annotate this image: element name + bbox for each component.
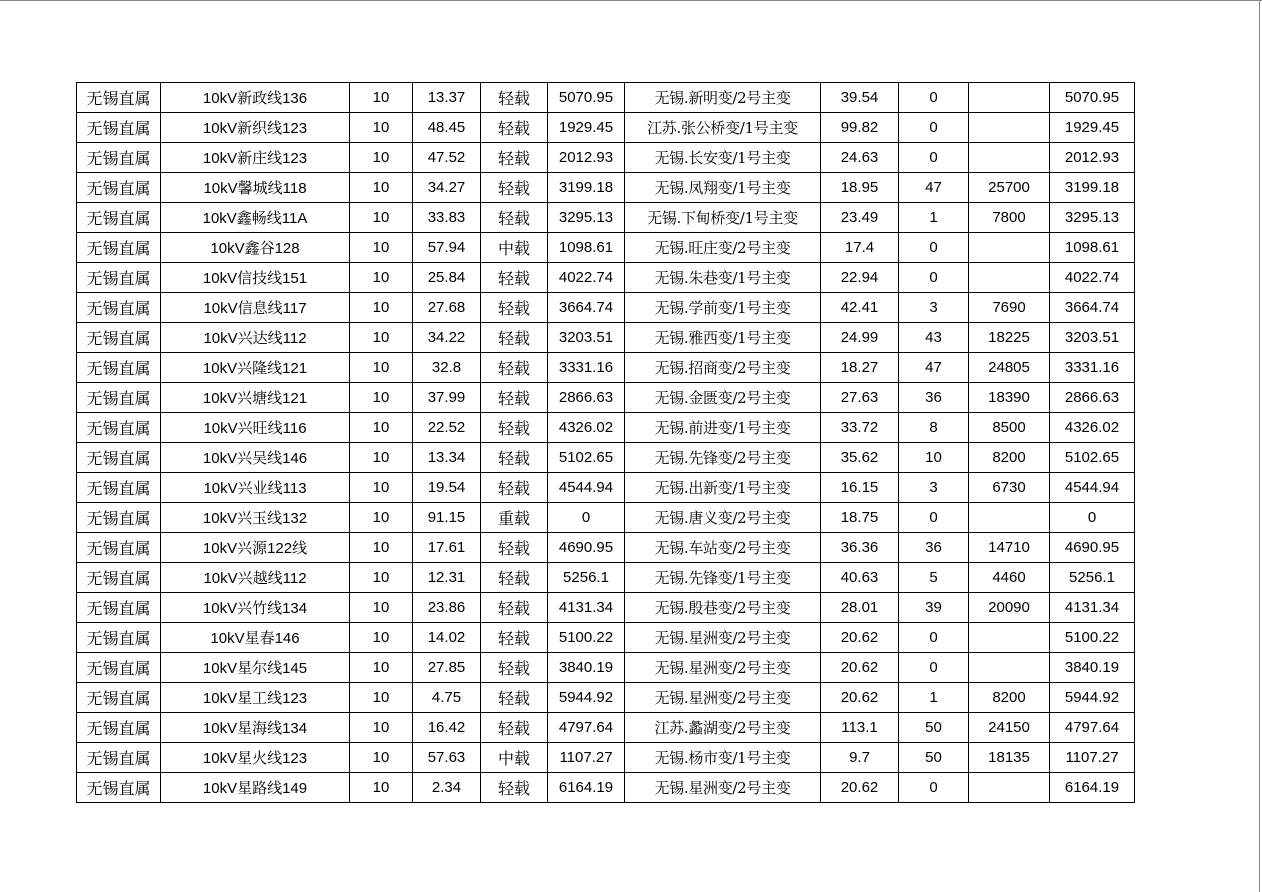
substation-load-cell: 24.99 <box>821 323 899 353</box>
voltage-cell: 10 <box>350 383 413 413</box>
table-row <box>77 173 1135 203</box>
capacity-cell: 20090 <box>969 593 1050 623</box>
load-rate-cell: 48.45 <box>413 113 481 143</box>
capacity-cell <box>969 623 1050 653</box>
line-name-cell: 10kV星火线123 <box>161 743 350 773</box>
remaining-capacity-cell: 3664.74 <box>1050 293 1135 323</box>
remaining-capacity-cell: 1107.27 <box>1050 743 1135 773</box>
remaining-capacity-cell: 5102.65 <box>1050 443 1135 473</box>
unit-cell: 无锡直属 <box>77 353 161 383</box>
count-cell: 47 <box>899 173 969 203</box>
substation-cell: 无锡.星洲变/2号主变 <box>625 623 821 653</box>
count-cell: 5 <box>899 563 969 593</box>
substation-cell: 无锡.新明变/2号主变 <box>625 83 821 113</box>
available-capacity-cell: 2866.63 <box>548 383 625 413</box>
available-capacity-cell: 6164.19 <box>548 773 625 803</box>
line-name-cell: 10kV鑫谷128 <box>161 233 350 263</box>
table-row <box>77 143 1135 173</box>
remaining-capacity-cell: 3203.51 <box>1050 323 1135 353</box>
line-name-cell: 10kV星海线134 <box>161 713 350 743</box>
load-rate-cell: 12.31 <box>413 563 481 593</box>
count-cell: 43 <box>899 323 969 353</box>
load-status-cell: 轻载 <box>481 413 548 443</box>
table-row <box>77 413 1135 443</box>
line-name-cell: 10kV兴达线112 <box>161 323 350 353</box>
capacity-cell: 7800 <box>969 203 1050 233</box>
voltage-cell: 10 <box>350 323 413 353</box>
count-cell: 36 <box>899 383 969 413</box>
unit-cell: 无锡直属 <box>77 683 161 713</box>
unit-cell: 无锡直属 <box>77 413 161 443</box>
count-cell: 1 <box>899 683 969 713</box>
load-rate-cell: 27.68 <box>413 293 481 323</box>
load-rate-cell: 27.85 <box>413 653 481 683</box>
substation-load-cell: 16.15 <box>821 473 899 503</box>
load-rate-cell: 34.22 <box>413 323 481 353</box>
available-capacity-cell: 1107.27 <box>548 743 625 773</box>
substation-cell: 无锡.唐义变/2号主变 <box>625 503 821 533</box>
capacity-cell: 24805 <box>969 353 1050 383</box>
substation-cell: 无锡.先锋变/1号主变 <box>625 563 821 593</box>
available-capacity-cell: 3331.16 <box>548 353 625 383</box>
voltage-cell: 10 <box>350 533 413 563</box>
count-cell: 36 <box>899 533 969 563</box>
load-rate-cell: 23.86 <box>413 593 481 623</box>
load-status-cell: 轻载 <box>481 533 548 563</box>
count-cell: 0 <box>899 503 969 533</box>
unit-cell: 无锡直属 <box>77 653 161 683</box>
remaining-capacity-cell: 4797.64 <box>1050 713 1135 743</box>
unit-cell: 无锡直属 <box>77 203 161 233</box>
table-row <box>77 263 1135 293</box>
load-status-cell: 轻载 <box>481 773 548 803</box>
available-capacity-cell: 4022.74 <box>548 263 625 293</box>
remaining-capacity-cell: 3199.18 <box>1050 173 1135 203</box>
remaining-capacity-cell: 1098.61 <box>1050 233 1135 263</box>
line-name-cell: 10kV信技线151 <box>161 263 350 293</box>
voltage-cell: 10 <box>350 113 413 143</box>
substation-cell: 无锡.金匮变/2号主变 <box>625 383 821 413</box>
line-name-cell: 10kV兴玉线132 <box>161 503 350 533</box>
unit-cell: 无锡直属 <box>77 113 161 143</box>
remaining-capacity-cell: 4544.94 <box>1050 473 1135 503</box>
capacity-cell <box>969 143 1050 173</box>
capacity-cell <box>969 653 1050 683</box>
substation-load-cell: 18.27 <box>821 353 899 383</box>
voltage-cell: 10 <box>350 353 413 383</box>
load-status-cell: 轻载 <box>481 143 548 173</box>
table-row <box>77 443 1135 473</box>
load-rate-cell: 17.61 <box>413 533 481 563</box>
substation-cell: 无锡.招商变/2号主变 <box>625 353 821 383</box>
substation-load-cell: 9.7 <box>821 743 899 773</box>
capacity-cell: 24150 <box>969 713 1050 743</box>
unit-cell: 无锡直属 <box>77 323 161 353</box>
substation-load-cell: 33.72 <box>821 413 899 443</box>
count-cell: 0 <box>899 773 969 803</box>
remaining-capacity-cell: 5944.92 <box>1050 683 1135 713</box>
line-name-cell: 10kV兴业线113 <box>161 473 350 503</box>
substation-load-cell: 22.94 <box>821 263 899 293</box>
substation-load-cell: 40.63 <box>821 563 899 593</box>
voltage-cell: 10 <box>350 293 413 323</box>
load-status-cell: 轻载 <box>481 623 548 653</box>
table-row <box>77 353 1135 383</box>
substation-load-cell: 27.63 <box>821 383 899 413</box>
count-cell: 0 <box>899 113 969 143</box>
line-name-cell: 10kV星路线149 <box>161 773 350 803</box>
load-status-cell: 轻载 <box>481 263 548 293</box>
voltage-cell: 10 <box>350 683 413 713</box>
count-cell: 0 <box>899 83 969 113</box>
remaining-capacity-cell: 0 <box>1050 503 1135 533</box>
load-rate-cell: 13.34 <box>413 443 481 473</box>
substation-cell: 江苏.张公桥变/1号主变 <box>625 113 821 143</box>
substation-cell: 无锡.星洲变/2号主变 <box>625 683 821 713</box>
table-row <box>77 653 1135 683</box>
capacity-cell: 6730 <box>969 473 1050 503</box>
load-rate-cell: 16.42 <box>413 713 481 743</box>
load-rate-cell: 22.52 <box>413 413 481 443</box>
capacity-cell: 4460 <box>969 563 1050 593</box>
remaining-capacity-cell: 3840.19 <box>1050 653 1135 683</box>
count-cell: 39 <box>899 593 969 623</box>
voltage-cell: 10 <box>350 713 413 743</box>
unit-cell: 无锡直属 <box>77 263 161 293</box>
substation-load-cell: 28.01 <box>821 593 899 623</box>
unit-cell: 无锡直属 <box>77 563 161 593</box>
voltage-cell: 10 <box>350 473 413 503</box>
table-row <box>77 113 1135 143</box>
available-capacity-cell: 0 <box>548 503 625 533</box>
load-status-cell: 中载 <box>481 233 548 263</box>
line-name-cell: 10kV兴竹线134 <box>161 593 350 623</box>
available-capacity-cell: 5256.1 <box>548 563 625 593</box>
remaining-capacity-cell: 5256.1 <box>1050 563 1135 593</box>
available-capacity-cell: 4690.95 <box>548 533 625 563</box>
available-capacity-cell: 3295.13 <box>548 203 625 233</box>
available-capacity-cell: 1929.45 <box>548 113 625 143</box>
load-rate-cell: 33.83 <box>413 203 481 233</box>
substation-load-cell: 99.82 <box>821 113 899 143</box>
substation-cell: 无锡.下甸桥变/1号主变 <box>625 203 821 233</box>
load-status-cell: 轻载 <box>481 443 548 473</box>
available-capacity-cell: 5100.22 <box>548 623 625 653</box>
voltage-cell: 10 <box>350 773 413 803</box>
unit-cell: 无锡直属 <box>77 293 161 323</box>
table-body <box>77 83 1135 803</box>
line-name-cell: 10kV兴塘线121 <box>161 383 350 413</box>
count-cell: 0 <box>899 143 969 173</box>
capacity-cell <box>969 233 1050 263</box>
capacity-cell: 18390 <box>969 383 1050 413</box>
capacity-cell: 8200 <box>969 443 1050 473</box>
table-row <box>77 623 1135 653</box>
unit-cell: 无锡直属 <box>77 713 161 743</box>
unit-cell: 无锡直属 <box>77 623 161 653</box>
substation-cell: 无锡.星洲变/2号主变 <box>625 773 821 803</box>
load-rate-cell: 2.34 <box>413 773 481 803</box>
table-row <box>77 593 1135 623</box>
substation-load-cell: 36.36 <box>821 533 899 563</box>
load-status-cell: 轻载 <box>481 653 548 683</box>
substation-load-cell: 24.63 <box>821 143 899 173</box>
load-rate-cell: 32.8 <box>413 353 481 383</box>
remaining-capacity-cell: 5070.95 <box>1050 83 1135 113</box>
capacity-cell: 8500 <box>969 413 1050 443</box>
substation-cell: 江苏.蠡湖变/2号主变 <box>625 713 821 743</box>
load-status-cell: 轻载 <box>481 713 548 743</box>
table-row <box>77 773 1135 803</box>
feeder-load-table <box>76 82 1135 803</box>
table-row <box>77 83 1135 113</box>
available-capacity-cell: 5102.65 <box>548 443 625 473</box>
substation-load-cell: 42.41 <box>821 293 899 323</box>
count-cell: 8 <box>899 413 969 443</box>
load-status-cell: 轻载 <box>481 563 548 593</box>
table-row <box>77 233 1135 263</box>
line-name-cell: 10kV馨城线118 <box>161 173 350 203</box>
substation-load-cell: 23.49 <box>821 203 899 233</box>
voltage-cell: 10 <box>350 503 413 533</box>
load-status-cell: 重载 <box>481 503 548 533</box>
capacity-cell <box>969 503 1050 533</box>
load-rate-cell: 19.54 <box>413 473 481 503</box>
line-name-cell: 10kV星春146 <box>161 623 350 653</box>
table-row <box>77 563 1135 593</box>
substation-load-cell: 20.62 <box>821 683 899 713</box>
available-capacity-cell: 4131.34 <box>548 593 625 623</box>
available-capacity-cell: 4326.02 <box>548 413 625 443</box>
count-cell: 3 <box>899 293 969 323</box>
voltage-cell: 10 <box>350 203 413 233</box>
voltage-cell: 10 <box>350 563 413 593</box>
count-cell: 3 <box>899 473 969 503</box>
substation-cell: 无锡.车站变/2号主变 <box>625 533 821 563</box>
line-name-cell: 10kV兴吴线146 <box>161 443 350 473</box>
count-cell: 0 <box>899 263 969 293</box>
remaining-capacity-cell: 6164.19 <box>1050 773 1135 803</box>
remaining-capacity-cell: 1929.45 <box>1050 113 1135 143</box>
substation-load-cell: 35.62 <box>821 443 899 473</box>
load-status-cell: 轻载 <box>481 683 548 713</box>
load-status-cell: 轻载 <box>481 113 548 143</box>
remaining-capacity-cell: 4326.02 <box>1050 413 1135 443</box>
load-status-cell: 轻载 <box>481 383 548 413</box>
table-row <box>77 713 1135 743</box>
unit-cell: 无锡直属 <box>77 173 161 203</box>
table-row <box>77 503 1135 533</box>
load-status-cell: 轻载 <box>481 593 548 623</box>
load-rate-cell: 25.84 <box>413 263 481 293</box>
substation-cell: 无锡.学前变/1号主变 <box>625 293 821 323</box>
remaining-capacity-cell: 5100.22 <box>1050 623 1135 653</box>
substation-cell: 无锡.出新变/1号主变 <box>625 473 821 503</box>
substation-load-cell: 18.95 <box>821 173 899 203</box>
load-status-cell: 轻载 <box>481 353 548 383</box>
load-status-cell: 轻载 <box>481 83 548 113</box>
capacity-cell: 25700 <box>969 173 1050 203</box>
substation-cell: 无锡.长安变/1号主变 <box>625 143 821 173</box>
voltage-cell: 10 <box>350 743 413 773</box>
unit-cell: 无锡直属 <box>77 593 161 623</box>
available-capacity-cell: 5070.95 <box>548 83 625 113</box>
voltage-cell: 10 <box>350 83 413 113</box>
substation-cell: 无锡.雅西变/1号主变 <box>625 323 821 353</box>
line-name-cell: 10kV星尔线145 <box>161 653 350 683</box>
capacity-cell: 14710 <box>969 533 1050 563</box>
remaining-capacity-cell: 2866.63 <box>1050 383 1135 413</box>
available-capacity-cell: 3203.51 <box>548 323 625 353</box>
available-capacity-cell: 3664.74 <box>548 293 625 323</box>
capacity-cell: 8200 <box>969 683 1050 713</box>
voltage-cell: 10 <box>350 623 413 653</box>
count-cell: 0 <box>899 623 969 653</box>
table-row <box>77 743 1135 773</box>
load-rate-cell: 91.15 <box>413 503 481 533</box>
substation-cell: 无锡.先锋变/2号主变 <box>625 443 821 473</box>
unit-cell: 无锡直属 <box>77 473 161 503</box>
load-rate-cell: 34.27 <box>413 173 481 203</box>
load-status-cell: 轻载 <box>481 203 548 233</box>
load-status-cell: 轻载 <box>481 323 548 353</box>
remaining-capacity-cell: 4022.74 <box>1050 263 1135 293</box>
substation-load-cell: 113.1 <box>821 713 899 743</box>
line-name-cell: 10kV兴源122线 <box>161 533 350 563</box>
unit-cell: 无锡直属 <box>77 383 161 413</box>
substation-load-cell: 17.4 <box>821 233 899 263</box>
line-name-cell: 10kV信息线117 <box>161 293 350 323</box>
load-rate-cell: 47.52 <box>413 143 481 173</box>
load-rate-cell: 4.75 <box>413 683 481 713</box>
count-cell: 10 <box>899 443 969 473</box>
substation-cell: 无锡.凤翔变/1号主变 <box>625 173 821 203</box>
unit-cell: 无锡直属 <box>77 743 161 773</box>
capacity-cell <box>969 263 1050 293</box>
line-name-cell: 10kV新政线136 <box>161 83 350 113</box>
voltage-cell: 10 <box>350 443 413 473</box>
line-name-cell: 10kV星工线123 <box>161 683 350 713</box>
substation-cell: 无锡.杨市变/1号主变 <box>625 743 821 773</box>
table-row <box>77 323 1135 353</box>
count-cell: 0 <box>899 653 969 683</box>
unit-cell: 无锡直属 <box>77 143 161 173</box>
unit-cell: 无锡直属 <box>77 233 161 263</box>
unit-cell: 无锡直属 <box>77 773 161 803</box>
available-capacity-cell: 4797.64 <box>548 713 625 743</box>
remaining-capacity-cell: 4131.34 <box>1050 593 1135 623</box>
voltage-cell: 10 <box>350 653 413 683</box>
substation-load-cell: 20.62 <box>821 773 899 803</box>
load-rate-cell: 37.99 <box>413 383 481 413</box>
capacity-cell <box>969 83 1050 113</box>
capacity-cell <box>969 113 1050 143</box>
unit-cell: 无锡直属 <box>77 83 161 113</box>
available-capacity-cell: 3199.18 <box>548 173 625 203</box>
available-capacity-cell: 5944.92 <box>548 683 625 713</box>
line-name-cell: 10kV兴旺线116 <box>161 413 350 443</box>
unit-cell: 无锡直属 <box>77 533 161 563</box>
remaining-capacity-cell: 2012.93 <box>1050 143 1135 173</box>
load-status-cell: 中载 <box>481 743 548 773</box>
count-cell: 47 <box>899 353 969 383</box>
table-row <box>77 473 1135 503</box>
line-name-cell: 10kV兴隆线121 <box>161 353 350 383</box>
load-status-cell: 轻载 <box>481 173 548 203</box>
count-cell: 50 <box>899 743 969 773</box>
unit-cell: 无锡直属 <box>77 503 161 533</box>
load-rate-cell: 14.02 <box>413 623 481 653</box>
line-name-cell: 10kV新织线123 <box>161 113 350 143</box>
voltage-cell: 10 <box>350 143 413 173</box>
available-capacity-cell: 1098.61 <box>548 233 625 263</box>
remaining-capacity-cell: 4690.95 <box>1050 533 1135 563</box>
substation-load-cell: 39.54 <box>821 83 899 113</box>
count-cell: 1 <box>899 203 969 233</box>
capacity-cell: 7690 <box>969 293 1050 323</box>
voltage-cell: 10 <box>350 173 413 203</box>
substation-cell: 无锡.前进变/1号主变 <box>625 413 821 443</box>
table-row <box>77 203 1135 233</box>
remaining-capacity-cell: 3295.13 <box>1050 203 1135 233</box>
page-top-border <box>0 0 1262 1</box>
voltage-cell: 10 <box>350 263 413 293</box>
available-capacity-cell: 3840.19 <box>548 653 625 683</box>
load-rate-cell: 57.94 <box>413 233 481 263</box>
voltage-cell: 10 <box>350 233 413 263</box>
table-row <box>77 293 1135 323</box>
substation-load-cell: 20.62 <box>821 653 899 683</box>
voltage-cell: 10 <box>350 413 413 443</box>
count-cell: 0 <box>899 233 969 263</box>
substation-cell: 无锡.朱巷变/1号主变 <box>625 263 821 293</box>
substation-cell: 无锡.殷巷变/2号主变 <box>625 593 821 623</box>
available-capacity-cell: 2012.93 <box>548 143 625 173</box>
remaining-capacity-cell: 3331.16 <box>1050 353 1135 383</box>
substation-cell: 无锡.星洲变/2号主变 <box>625 653 821 683</box>
substation-load-cell: 18.75 <box>821 503 899 533</box>
table-row <box>77 533 1135 563</box>
load-rate-cell: 13.37 <box>413 83 481 113</box>
load-status-cell: 轻载 <box>481 293 548 323</box>
capacity-cell: 18135 <box>969 743 1050 773</box>
substation-load-cell: 20.62 <box>821 623 899 653</box>
table-row <box>77 383 1135 413</box>
load-status-cell: 轻载 <box>481 473 548 503</box>
load-rate-cell: 57.63 <box>413 743 481 773</box>
line-name-cell: 10kV新庄线123 <box>161 143 350 173</box>
count-cell: 50 <box>899 713 969 743</box>
page-right-border <box>1259 0 1260 892</box>
line-name-cell: 10kV兴越线112 <box>161 563 350 593</box>
capacity-cell: 18225 <box>969 323 1050 353</box>
unit-cell: 无锡直属 <box>77 443 161 473</box>
line-name-cell: 10kV鑫畅线11A <box>161 203 350 233</box>
substation-cell: 无锡.旺庄变/2号主变 <box>625 233 821 263</box>
available-capacity-cell: 4544.94 <box>548 473 625 503</box>
table-row <box>77 683 1135 713</box>
capacity-cell <box>969 773 1050 803</box>
voltage-cell: 10 <box>350 593 413 623</box>
